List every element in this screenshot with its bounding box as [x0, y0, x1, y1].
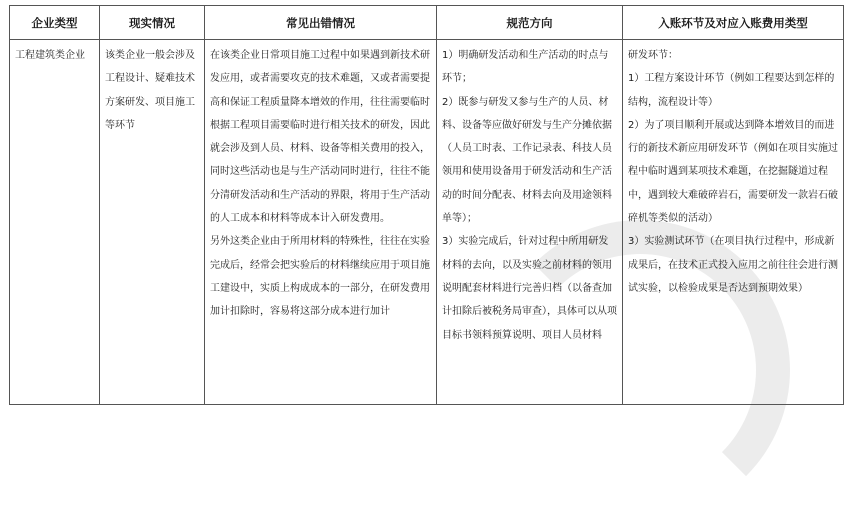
- cell-standard-direction: [437, 40, 623, 405]
- cell-common-errors: [205, 40, 437, 405]
- cell-enterprise-type: 工程建筑类企业: [10, 40, 100, 405]
- error-paragraph-2: 另外这类企业由于所用材料的特殊性，往往在实验完成后，经常会把实验后的材料继续应用于项目施工建设中，实质上构成成本的一部分，在研发费用加计扣除时，容易将这部分成本进行加计: [210, 236, 430, 318]
- direction-item-3: 3）实验完成后，针对过程中所用研发材料的去向，以及实验之前材料的领用说明配套材料进行完善归档（以备查加计扣除后被税务局审查），具体可以从项目标书领料预算说明、项目人员材料: [442, 236, 617, 341]
- cell-entry-stage: [623, 40, 844, 405]
- table-row: [10, 40, 844, 405]
- header-row: [10, 6, 844, 40]
- header-enterprise-type: 企业类型: [10, 6, 100, 40]
- data-table: [9, 5, 844, 405]
- entry-item-2: 2）为了项目顺利开展或达到降本增效目的而进行的新技术新应用研发环节（例如在项目实施过程中临时遇到某项技术难题，在挖掘隧道过程中，遇到较大难破碎岩石，需要研发一款岩石破碎机等类似的活动）: [628, 119, 838, 225]
- header-situation: 现实情况: [100, 6, 205, 40]
- header-common-errors: 常见出错情况: [205, 6, 437, 40]
- entry-item-3: 3）实验测试环节（在项目执行过程中，形成新成果后，在技术正式投入应用之前往往会进行测试实验，以检验成果是否达到预期效果）: [628, 236, 838, 294]
- direction-item-2: 2）既参与研发又参与生产的人员、材料、设备等应做好研发与生产分摊依据（人员工时表、工作记录表、科技人员领用和使用设备用于研发活动和生产活动的时间分配表、材料去向及用途领料单等）；: [442, 96, 612, 225]
- error-paragraph-1: 在该类企业日常项目施工过程中如果遇到新技术研发应用，或者需要攻克的技术难题，又或者需要提高和保证工程质量降本增效的作用，往往需要临时根据工程项目需要临时进行相关技术的研发，因此就会涉及到人员、材料、设备等相关费用的投入，同时这些活动也是与生产活动同时进行，往往不能分清研发活动和生产活动的界限，将用于生产活动的人工成本和材料等成本计入研发费用。: [210, 50, 430, 225]
- header-standard-direction: 规范方向: [437, 6, 623, 40]
- entry-item-1: 1）工程方案设计环节（例如工程要达到怎样的结构，流程设计等）: [628, 73, 835, 108]
- direction-item-1: 1）明确研发活动和生产活动的时点与环节；: [442, 50, 609, 85]
- cell-situation: 该类企业一般会涉及工程设计、疑难技术方案研发、项目施工等环节: [100, 40, 205, 405]
- header-entry-stage: 入账环节及对应入账费用类型: [623, 6, 844, 40]
- entry-heading: 研发环节：: [628, 50, 678, 61]
